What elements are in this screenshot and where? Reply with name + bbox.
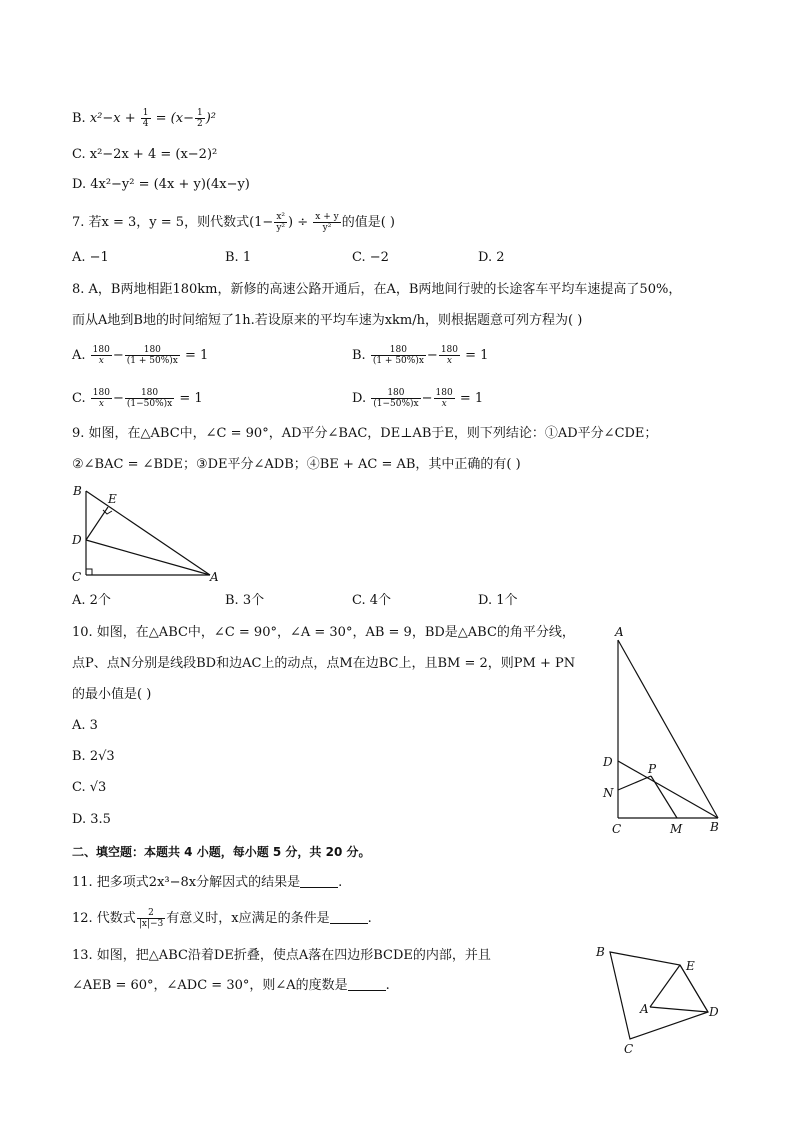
q9-triangle-figure	[70, 483, 230, 583]
q9-option-b[interactable]: B. 3个	[225, 593, 265, 608]
q10-stem-line2: 点P、点N分别是线段BD和边AC上的动点，点M在边BC上，且BM = 2，则PM + PN	[72, 656, 576, 671]
q10-option-b[interactable]: B. 2√3	[72, 749, 115, 764]
q13-stem-line1: 13. 如图，把△ABC沿着DE折叠，使点A落在四边形BCDE的内部，并且	[72, 948, 491, 963]
q10-option-c[interactable]: C. √3	[72, 780, 107, 795]
q7-option-a[interactable]: A. −1	[72, 250, 109, 265]
q7-option-b[interactable]: B. 1	[225, 250, 252, 265]
answer-blank[interactable]	[330, 911, 368, 924]
q9-option-d[interactable]: D. 1个	[478, 593, 518, 608]
label-d: D	[709, 1005, 719, 1019]
label-c: C	[72, 570, 82, 583]
q9-stem-line1: 9. 如图，在△ABC中，∠C = 90°，AD平分∠BAC，DE⊥AB于E，则下列结论：①AD平分∠CDE；	[72, 426, 658, 441]
label-n: N	[603, 786, 614, 800]
q10-stem-line1: 10. 如图，在△ABC中，∠C = 90°，∠A = 30°，AB = 9，BD是△ABC的角平分线，	[72, 625, 575, 640]
q13-stem-line2: ∠AEB = 60°，∠ADC = 30°，则∠A的度数是 .	[72, 978, 390, 993]
fraction: $\frac{x + y}{\text{y²}}$	[315, 212, 339, 233]
q7-option-d[interactable]: D. 2	[478, 250, 505, 265]
q10-stem-line3: 的最小值是( )	[72, 687, 152, 702]
label-a: A	[640, 1002, 649, 1016]
fraction: $\frac{180}{(1 + 50\%)x}$	[126, 345, 178, 366]
q8-option-a[interactable]: A. $\frac{180}{x}$ − $\frac{180}{(1 + 50\%)x}$ = 1	[72, 345, 209, 366]
q8-stem-line1: 8. A，B两地相距180km，新修的高速公路开通后，在A，B两地间行驶的长途客车平均车速提高了50%，	[72, 282, 682, 297]
label-a: A	[210, 570, 219, 583]
section-2-heading: 二、填空题：本题共 4 小题，每小题 5 分，共 20 分。	[72, 845, 371, 859]
label-c: C	[624, 1042, 634, 1055]
q9-option-c[interactable]: C. 4个	[352, 593, 392, 608]
q12-stem: 12. 代数式 $\frac{2}{|x|-3}$ 有意义时，x应满足的条件是 .	[72, 908, 372, 929]
label-a: A	[615, 625, 624, 639]
fraction: $\frac{180}{x}$	[435, 388, 453, 409]
label-e: E	[108, 492, 117, 506]
q9-stem-line2: ②∠BAC = ∠BDE；③DE平分∠ADB；④BE + AC = AB，其中正确的有( )	[72, 457, 521, 472]
fraction: $\frac{180}{x}$	[92, 345, 110, 366]
q6-option-c[interactable]: C. x²−2x + 4 = (x−2)²	[72, 147, 218, 162]
q8-stem-line2: 而从A地到B地的时间缩短了1h.若设原来的平均车速为xkm/h，则根据题意可列方程为( )	[72, 313, 583, 328]
fraction: $\frac{180}{(1 + 50\%)x}$	[372, 345, 424, 366]
fraction: $\frac{180}{(1-50\%)x}$	[126, 388, 173, 409]
label-d: D	[603, 755, 613, 769]
label-e: E	[686, 959, 695, 973]
fraction: $\frac{180}{x}$	[440, 345, 459, 366]
fraction: $\frac{1}{4}$	[142, 108, 149, 129]
label-b: B	[596, 945, 605, 959]
label-d: D	[72, 533, 82, 547]
q13-fold-figure	[592, 940, 742, 1055]
fraction: $\frac{1}{2}$	[196, 108, 203, 129]
label-m: M	[670, 822, 683, 836]
fraction: $\frac{180}{(1-50\%)x}$	[373, 388, 419, 409]
q8-option-d[interactable]: D. $\frac{180}{(1-50\%)x}$ − $\frac{180}{x}$ = 1	[352, 388, 484, 409]
q7-option-c[interactable]: C. −2	[352, 250, 389, 265]
q6-option-b[interactable]: B. x²−x + $\frac{1}{4}$ = (x− $\frac{1}{2}$ )²	[72, 108, 216, 129]
label-b: B	[710, 820, 719, 834]
q8-option-b[interactable]: B. $\frac{180}{(1 + 50\%)x}$ − $\frac{180}{x}$ = 1	[352, 345, 489, 366]
fraction: $\frac{\text{x²}}{\text{y²}}$	[276, 212, 286, 233]
label-p: P	[648, 762, 657, 776]
q8-option-c[interactable]: C. $\frac{180}{x}$ − $\frac{180}{(1-50\%)x}$ = 1	[72, 388, 203, 409]
q6-option-d[interactable]: D. 4x²−y² = (4x + y)(4x−y)	[72, 177, 250, 192]
q11-stem: 11. 把多项式2x³−8x分解因式的结果是 .	[72, 875, 343, 890]
label-b: B	[73, 484, 82, 498]
q10-option-a[interactable]: A. 3	[72, 718, 98, 733]
label-c: C	[612, 822, 622, 836]
fraction: $\frac{2}{|x|-3}$	[138, 908, 164, 929]
q9-option-a[interactable]: A. 2个	[72, 593, 111, 608]
fraction: $\frac{180}{x}$	[92, 388, 110, 409]
q10-triangle-figure	[598, 622, 748, 842]
q7-stem: 7. 若x = 3，y = 5，则代数式(1− $\frac{\text{x²}}{\text{y²}}$ ) ÷ $\frac{x + y}{\text{y²}}$ 的值是( )	[72, 212, 395, 233]
answer-blank[interactable]	[300, 875, 338, 888]
q10-option-d[interactable]: D. 3.5	[72, 812, 111, 827]
answer-blank[interactable]	[348, 978, 386, 991]
